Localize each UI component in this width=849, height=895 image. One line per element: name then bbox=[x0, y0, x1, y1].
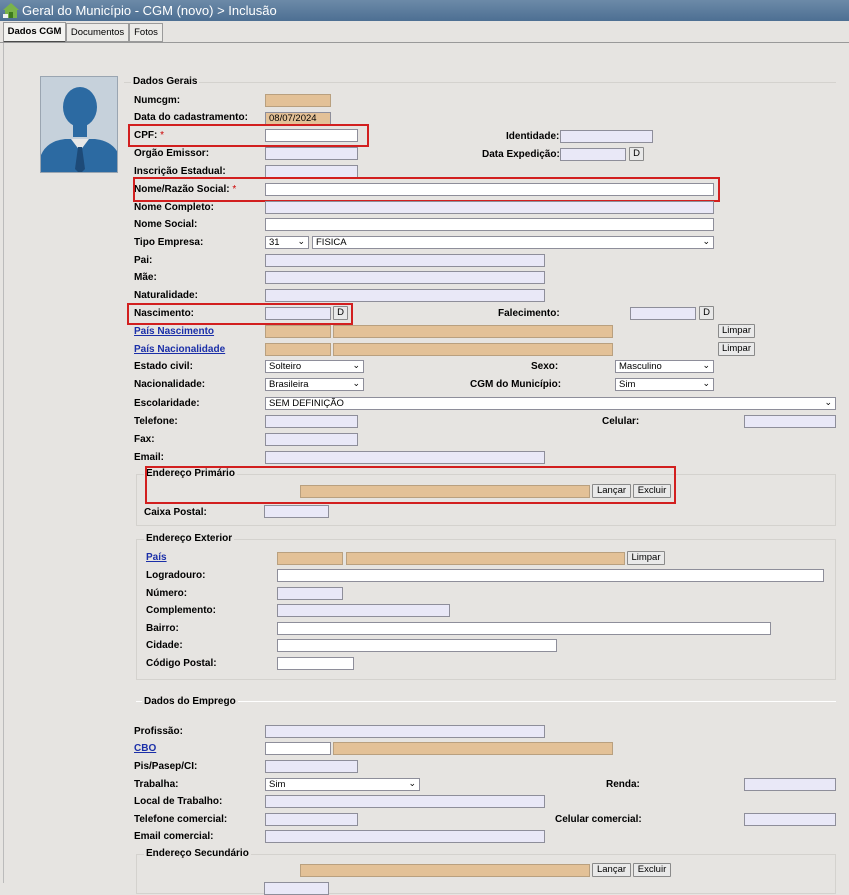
email-comercial-label: Email comercial: bbox=[134, 831, 214, 842]
endereco-primario-excluir-button[interactable]: Excluir bbox=[633, 484, 671, 498]
sexo-label: Sexo: bbox=[531, 361, 559, 372]
endereco-primario-lancar-button[interactable]: Lançar bbox=[592, 484, 631, 498]
naturalidade-input[interactable] bbox=[265, 289, 545, 302]
nacionalidade-select[interactable] bbox=[265, 378, 364, 391]
orgao-emissor-label: Orgão Emissor: bbox=[134, 148, 210, 159]
nome-social-input[interactable] bbox=[265, 218, 714, 231]
window-title: Geral do Município - CGM (novo) > Inclusão bbox=[22, 3, 277, 18]
telefone-comercial-label: Telefone comercial: bbox=[134, 814, 228, 825]
pais-limpar-button[interactable]: Limpar bbox=[627, 551, 665, 565]
endereco-secundario-lancar-button[interactable]: Lançar bbox=[592, 863, 631, 877]
cpf-label: CPF: * bbox=[134, 130, 165, 141]
celular-input[interactable] bbox=[744, 415, 836, 428]
cidade-label: Cidade: bbox=[146, 640, 183, 651]
escolaridade-label: Escolaridade: bbox=[134, 398, 200, 409]
chevron-down-icon: ⌄ bbox=[702, 378, 710, 388]
pais-nascimento-code bbox=[265, 325, 331, 338]
mae-input[interactable] bbox=[265, 271, 545, 284]
profissao-label: Profissão: bbox=[134, 726, 183, 737]
pais-desc bbox=[346, 552, 625, 565]
cbo-desc bbox=[333, 742, 613, 755]
pai-label: Pai: bbox=[134, 255, 153, 266]
estado-civil-label: Estado civil: bbox=[134, 361, 193, 372]
tab-documentos[interactable]: Documentos bbox=[66, 23, 129, 42]
complemento-input[interactable] bbox=[277, 604, 450, 617]
nome-razao-label: Nome/Razão Social: * bbox=[134, 184, 237, 195]
numcgm-label: Numcgm: bbox=[134, 95, 181, 106]
nascimento-label: Nascimento: bbox=[134, 308, 195, 319]
tab-dados-cgm[interactable]: Dados CGM bbox=[3, 22, 66, 43]
escolaridade-select[interactable] bbox=[265, 397, 836, 410]
highlight-nascimento bbox=[127, 303, 353, 325]
data-cadastramento-label: Data do cadastramento: bbox=[134, 112, 248, 123]
identidade-input[interactable] bbox=[560, 130, 653, 143]
logradouro-input[interactable] bbox=[277, 569, 824, 582]
cgm-municipio-value: Sim bbox=[619, 379, 636, 390]
nome-social-label: Nome Social: bbox=[134, 219, 198, 230]
section-dados-emprego: Dados do Emprego bbox=[144, 696, 236, 707]
caixa-postal-label: Caixa Postal: bbox=[144, 507, 207, 518]
cbo-link[interactable]: CBO bbox=[134, 743, 157, 754]
email-input[interactable] bbox=[265, 451, 545, 464]
highlight-cpf bbox=[128, 124, 369, 147]
local-trabalho-input[interactable] bbox=[265, 795, 545, 808]
cgm-municipio-select[interactable] bbox=[615, 378, 714, 391]
bairro-label: Bairro: bbox=[146, 623, 179, 634]
tab-divider bbox=[0, 42, 849, 43]
chevron-down-icon: ⌄ bbox=[352, 360, 360, 370]
orgao-emissor-input[interactable] bbox=[265, 147, 358, 160]
nascimento-date-button[interactable]: D bbox=[333, 306, 348, 320]
nome-completo-input[interactable] bbox=[265, 201, 714, 214]
nome-completo-label: Nome Completo: bbox=[134, 202, 214, 213]
numero-input[interactable] bbox=[277, 587, 343, 600]
email-comercial-input[interactable] bbox=[265, 830, 545, 843]
fieldset-dados-gerais bbox=[124, 82, 836, 102]
numero-label: Número: bbox=[146, 588, 188, 599]
pais-link[interactable]: País bbox=[146, 552, 167, 563]
pais-nascimento-limpar-button[interactable]: Limpar bbox=[718, 324, 755, 338]
sexo-value: Masculino bbox=[619, 361, 662, 372]
data-cadastramento-field: 08/07/2024 bbox=[265, 112, 331, 125]
celular-comercial-input[interactable] bbox=[744, 813, 836, 826]
person-silhouette-icon bbox=[41, 77, 118, 173]
endereco-secundario-field bbox=[300, 864, 590, 877]
pais-nascimento-desc bbox=[333, 325, 613, 338]
estado-civil-select[interactable] bbox=[265, 360, 364, 373]
avatar bbox=[40, 76, 118, 173]
email-label: Email: bbox=[134, 452, 165, 463]
divider-emprego bbox=[136, 701, 836, 702]
codigo-postal-input[interactable] bbox=[277, 657, 354, 670]
trabalha-select[interactable] bbox=[265, 778, 420, 791]
cbo-code-input[interactable] bbox=[265, 742, 331, 755]
trabalha-label: Trabalha: bbox=[134, 779, 179, 790]
pais-nacionalidade-link[interactable]: País Nacionalidade bbox=[134, 344, 226, 355]
caixa-postal-secundario-input[interactable] bbox=[264, 882, 329, 895]
codigo-postal-label: Código Postal: bbox=[146, 658, 217, 669]
section-endereco-exterior: Endereço Exterior bbox=[146, 533, 233, 544]
chevron-down-icon: ⌄ bbox=[702, 360, 710, 370]
falecimento-label: Falecimento: bbox=[498, 308, 560, 319]
pai-input[interactable] bbox=[265, 254, 545, 267]
pis-label: Pis/Pasep/CI: bbox=[134, 761, 198, 772]
house-icon bbox=[3, 3, 19, 18]
data-expedicao-input[interactable] bbox=[560, 148, 626, 161]
identidade-label: Identidade: bbox=[506, 131, 560, 142]
highlight-nome-razao bbox=[133, 177, 720, 202]
telefone-input[interactable] bbox=[265, 415, 358, 428]
highlight-endereco-primario bbox=[145, 466, 676, 504]
section-endereco-primario: Endereço Primário bbox=[146, 468, 235, 479]
chevron-down-icon: ⌄ bbox=[702, 236, 710, 246]
pais-nascimento-link[interactable]: País Nascimento bbox=[134, 326, 215, 337]
nacionalidade-label: Nacionalidade: bbox=[134, 379, 206, 390]
pais-code bbox=[277, 552, 343, 565]
section-dados-gerais: Dados Gerais bbox=[133, 76, 198, 87]
nacionalidade-value: Brasileira bbox=[269, 379, 309, 390]
fax-input[interactable] bbox=[265, 433, 358, 446]
telefone-comercial-input[interactable] bbox=[265, 813, 358, 826]
sexo-select[interactable] bbox=[615, 360, 714, 373]
pais-nacionalidade-code bbox=[265, 343, 331, 356]
cidade-input[interactable] bbox=[277, 639, 557, 652]
falecimento-date-button[interactable]: D bbox=[699, 306, 714, 320]
chevron-down-icon: ⌄ bbox=[408, 778, 416, 788]
pais-nacionalidade-desc bbox=[333, 343, 613, 356]
date-picker-button[interactable]: D bbox=[629, 147, 644, 161]
complemento-label: Complemento: bbox=[146, 605, 216, 616]
pis-input[interactable] bbox=[265, 760, 358, 773]
escolaridade-value: SEM DEFINIÇÃO bbox=[269, 398, 344, 409]
naturalidade-label: Naturalidade: bbox=[134, 290, 198, 301]
fax-label: Fax: bbox=[134, 434, 155, 445]
section-endereco-secundario: Endereço Secundário bbox=[146, 848, 249, 859]
caixa-postal-input[interactable] bbox=[264, 505, 329, 518]
renda-input[interactable] bbox=[744, 778, 836, 791]
local-trabalho-label: Local de Trabalho: bbox=[134, 796, 223, 807]
window-titlebar bbox=[0, 0, 849, 21]
celular-label: Celular: bbox=[602, 416, 640, 427]
tipo-empresa-value: FISICA bbox=[316, 237, 347, 248]
renda-label: Renda: bbox=[606, 779, 640, 790]
chevron-down-icon: ⌄ bbox=[824, 397, 832, 407]
telefone-label: Telefone: bbox=[134, 416, 178, 427]
chevron-down-icon: ⌄ bbox=[352, 378, 360, 388]
panel-footer bbox=[0, 883, 122, 888]
falecimento-input[interactable] bbox=[630, 307, 696, 320]
pais-nacionalidade-limpar-button[interactable]: Limpar bbox=[718, 342, 755, 356]
estado-civil-value: Solteiro bbox=[269, 361, 302, 372]
data-expedicao-label: Data Expedição: bbox=[482, 149, 560, 160]
profissao-input[interactable] bbox=[265, 725, 545, 738]
mae-label: Mãe: bbox=[134, 272, 157, 283]
tab-fotos[interactable]: Fotos bbox=[129, 23, 163, 42]
tipo-empresa-code-select[interactable] bbox=[265, 236, 309, 249]
cgm-municipio-label: CGM do Município: bbox=[470, 379, 562, 390]
inscricao-estadual-label: Inscrição Estadual: bbox=[134, 166, 226, 177]
panel-border bbox=[3, 43, 4, 888]
chevron-down-icon: ⌄ bbox=[297, 236, 305, 246]
numcgm-field bbox=[265, 94, 331, 107]
tipo-empresa-label: Tipo Empresa: bbox=[134, 237, 204, 248]
tipo-empresa-select[interactable] bbox=[312, 236, 714, 249]
tipo-empresa-code-value: 31 bbox=[269, 237, 280, 248]
logradouro-label: Logradouro: bbox=[146, 570, 206, 581]
trabalha-value: Sim bbox=[269, 779, 286, 790]
bairro-input[interactable] bbox=[277, 622, 771, 635]
celular-comercial-label: Celular comercial: bbox=[555, 814, 642, 825]
endereco-secundario-excluir-button[interactable]: Excluir bbox=[633, 863, 671, 877]
